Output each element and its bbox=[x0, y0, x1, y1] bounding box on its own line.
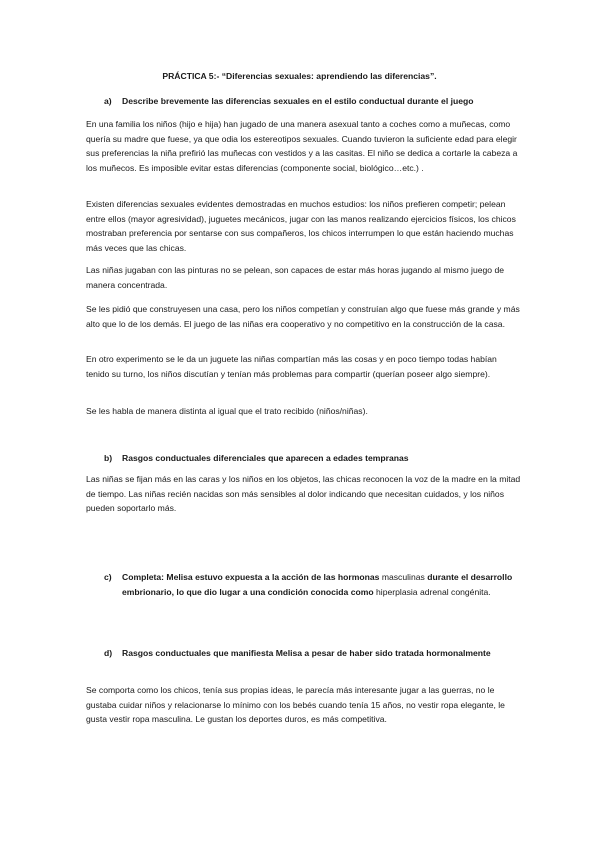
section-marker-c: c) bbox=[104, 572, 112, 582]
section-marker-b: b) bbox=[104, 453, 113, 463]
paragraph-d-1: Se comporta como los chicos, tenía sus propias ideas, le parecía más interesante jugar a las guerras, no le gustaba cuidar niños y relacionarse lo mínimo con los bebés cuando tenía 15 años, no vestir ropa elegante, le gusta vestir ropa masculina. Le gustan los deportes duros, es más competitiva. bbox=[86, 685, 505, 725]
section-heading-text-c bbox=[122, 570, 522, 599]
heading-c-part-2: masculinas bbox=[379, 572, 428, 582]
paragraph-b-1: Las niñas se fijan más en las caras y los niños en los objetos, las chicas reconocen la voz de la madre en la mitad de tiempo. Las niñas recién nacidas son más sensibles al dolor indicando que necesitan cuidados, y los niños pueden soportarlo más. bbox=[86, 474, 521, 514]
section-heading-text-b: Rasgos conductuales diferenciales que aparecen a edades tempranas bbox=[122, 453, 409, 463]
paragraph-a-5: En otro experimento se le da un juguete las niñas compartían más las cosas y en poco tiempo todas habían tenido su turno, los niños discutían y tenían más problemas para compartir (querían poseer algo siempre). bbox=[86, 354, 497, 379]
section-heading-b bbox=[104, 451, 534, 466]
heading-c-part-1: Completa: Melisa estuvo expuesta a la acción de las hormonas bbox=[122, 572, 380, 582]
section-heading-c bbox=[104, 570, 522, 599]
paragraph-a-1: En una familia los niños (hijo e hija) han jugado de una manera asexual tanto a coches como a muñecas, como quería su madre que fuese, ya que odia los estereotipos sexuales. Cuando tuvieron la suficiente edad para elegir sus preferencias la niña prefirió las muñecas con vestidos y a las casitas. El niño se dedica a cortarle la cabeza a los muñecos. Es imposible evitar estas diferencias (componente social, biológico…etc.) . bbox=[86, 119, 518, 174]
section-marker-d: d) bbox=[104, 648, 113, 658]
paragraph-a-6: Se les habla de manera distinta al igual que el trato recibido (niños/niñas). bbox=[86, 406, 368, 416]
section-marker-a: a) bbox=[104, 96, 112, 106]
paragraph-a-2: Existen diferencias sexuales evidentes demostradas en muchos estudios: los niños prefieren competir; pelean entre ellos (mayor agresividad), juguetes mecánicos, jugar con las manos realizando ejercicios físicos, los chicos mostraban preferencia por sentarse con sus compañeros, los chicos interrumpen lo que están haciendo muchas más veces que las chicas. bbox=[86, 199, 516, 254]
heading-c-part-4: hiperplasia adrenal congénita. bbox=[373, 586, 491, 597]
paragraph-a-4: Se les pidió que construyesen una casa, pero los niños competían y construían algo que fuese más grande y más alto que lo de los demás. El juego de las niñas era cooperativo y no competitivo en la construcción de la casa. bbox=[86, 304, 520, 329]
paragraph-a-3: Las niñas jugaban con las pinturas no se pelean, son capaces de estar más horas jugando al mismo juego de manera concentrada. bbox=[86, 265, 505, 290]
section-heading-text-a: Describe brevemente las diferencias sexuales en el estilo conductual durante el juego bbox=[122, 96, 474, 106]
section-heading-text-d: Rasgos conductuales que manifiesta Melisa a pesar de haber sido tratada hormonalmente bbox=[122, 648, 491, 658]
document-title: PRÁCTICA 5:- “Diferencias sexuales: aprendiendo las diferencias”. bbox=[162, 71, 437, 81]
heading-c-part-3: durante el desarrollo embrionario, lo que dio lugar a una condición conocida como bbox=[122, 572, 513, 597]
section-heading-a bbox=[104, 94, 534, 109]
section-heading-d bbox=[104, 646, 514, 661]
